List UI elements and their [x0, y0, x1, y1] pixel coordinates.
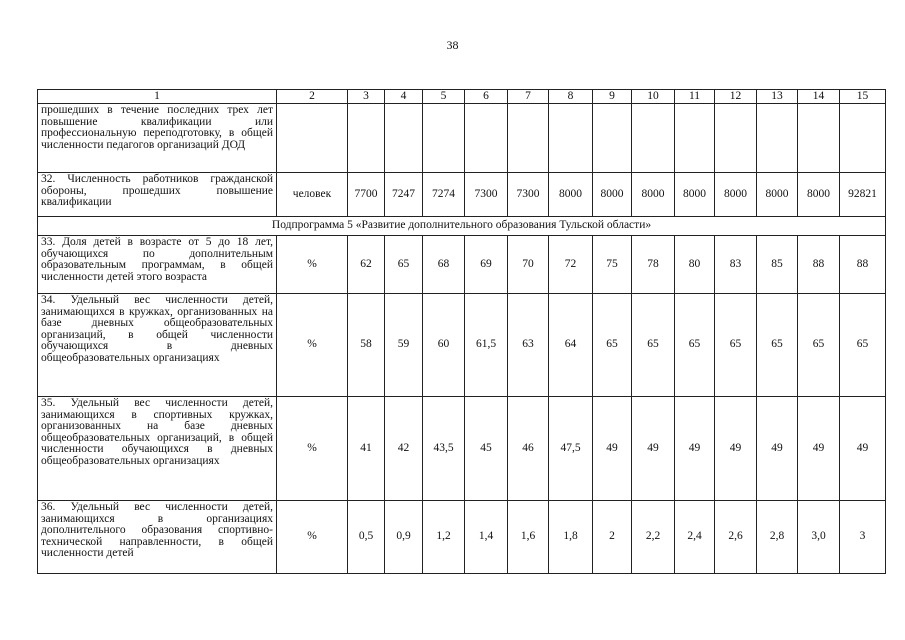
value-cell: 78	[632, 236, 675, 294]
value-cell: 8000	[715, 173, 757, 217]
header-cell: 1	[38, 90, 277, 104]
value-cell: 8000	[798, 173, 840, 217]
value-cell: 47,5	[549, 397, 593, 501]
table-row	[38, 397, 886, 501]
value-cell: 7247	[385, 173, 423, 217]
unit-cell	[277, 104, 348, 173]
subprogram-title: Подпрограмма 5 «Развитие дополнительного образования Тульской области»	[38, 217, 886, 236]
value-cell: 41	[348, 397, 385, 501]
value-cell: 69	[465, 236, 508, 294]
value-cell: 60	[423, 294, 465, 397]
value-cell: 49	[593, 397, 632, 501]
unit-cell: %	[277, 501, 348, 574]
value-cell: 49	[715, 397, 757, 501]
indicators-table	[37, 89, 886, 574]
value-cell: 49	[675, 397, 715, 501]
indicator-description: 35. Удельный вес численности детей, занимающихся в спортивных кружках, организованных на базе дневных общеобразовательных организаций, в общей численности обучающихся в дневных общеобразовательных организациях	[38, 397, 277, 501]
value-cell: 59	[385, 294, 423, 397]
value-cell: 65	[715, 294, 757, 397]
value-cell: 80	[675, 236, 715, 294]
value-cell: 75	[593, 236, 632, 294]
header-cell: 14	[798, 90, 840, 104]
table-row	[38, 236, 886, 294]
unit-cell: %	[277, 236, 348, 294]
header-cell: 10	[632, 90, 675, 104]
value-cell: 68	[423, 236, 465, 294]
value-cell	[549, 104, 593, 173]
value-cell	[423, 104, 465, 173]
table-row	[38, 104, 886, 173]
value-cell: 49	[632, 397, 675, 501]
value-cell: 1,8	[549, 501, 593, 574]
value-cell: 46	[508, 397, 549, 501]
header-row	[38, 90, 886, 104]
value-cell	[757, 104, 798, 173]
value-cell	[632, 104, 675, 173]
value-cell: 62	[348, 236, 385, 294]
value-cell: 58	[348, 294, 385, 397]
value-cell: 61,5	[465, 294, 508, 397]
value-cell: 49	[757, 397, 798, 501]
value-cell: 8000	[757, 173, 798, 217]
header-cell: 8	[549, 90, 593, 104]
value-cell: 7300	[508, 173, 549, 217]
value-cell	[508, 104, 549, 173]
value-cell: 70	[508, 236, 549, 294]
header-cell: 7	[508, 90, 549, 104]
value-cell	[348, 104, 385, 173]
header-cell: 12	[715, 90, 757, 104]
table-row	[38, 173, 886, 217]
header-cell: 15	[840, 90, 886, 104]
header-cell: 2	[277, 90, 348, 104]
value-cell: 2	[593, 501, 632, 574]
header-cell: 9	[593, 90, 632, 104]
unit-cell: человек	[277, 173, 348, 217]
value-cell: 8000	[632, 173, 675, 217]
value-cell: 42	[385, 397, 423, 501]
indicator-description: 33. Доля детей в возрасте от 5 до 18 лет, обучающихся по дополнительным образовательным программам, в общей численности детей этого возраста	[38, 236, 277, 294]
value-cell: 49	[798, 397, 840, 501]
table-row	[38, 294, 886, 397]
header-cell: 5	[423, 90, 465, 104]
value-cell: 65	[593, 294, 632, 397]
value-cell: 49	[840, 397, 886, 501]
value-cell: 0,5	[348, 501, 385, 574]
value-cell: 8000	[549, 173, 593, 217]
value-cell: 1,2	[423, 501, 465, 574]
unit-cell: %	[277, 397, 348, 501]
indicator-description: 34. Удельный вес численности детей, занимающихся в кружках, организованных на базе дневных общеобразовательных организаций, в общей численности обучающихся в дневных общеобразовательных организациях	[38, 294, 277, 397]
value-cell: 65	[840, 294, 886, 397]
value-cell	[385, 104, 423, 173]
value-cell: 2,4	[675, 501, 715, 574]
value-cell: 64	[549, 294, 593, 397]
value-cell: 2,8	[757, 501, 798, 574]
value-cell: 43,5	[423, 397, 465, 501]
header-cell: 13	[757, 90, 798, 104]
value-cell: 2,6	[715, 501, 757, 574]
value-cell: 45	[465, 397, 508, 501]
value-cell: 8000	[675, 173, 715, 217]
value-cell: 7274	[423, 173, 465, 217]
value-cell: 63	[508, 294, 549, 397]
value-cell	[465, 104, 508, 173]
value-cell: 1,6	[508, 501, 549, 574]
page-number: 38	[446, 38, 459, 52]
value-cell	[840, 104, 886, 173]
value-cell: 3	[840, 501, 886, 574]
unit-cell: %	[277, 294, 348, 397]
value-cell: 72	[549, 236, 593, 294]
value-cell: 2,2	[632, 501, 675, 574]
value-cell: 88	[840, 236, 886, 294]
value-cell: 65	[757, 294, 798, 397]
value-cell	[715, 104, 757, 173]
value-cell: 1,4	[465, 501, 508, 574]
indicator-description: 36. Удельный вес численности детей, занимающихся в организациях дополнительного образования спортивно-технической направленности, в общей численности детей	[38, 501, 277, 574]
value-cell: 7700	[348, 173, 385, 217]
header-cell: 4	[385, 90, 423, 104]
header-cell: 6	[465, 90, 508, 104]
value-cell: 85	[757, 236, 798, 294]
subprogram-row	[38, 217, 886, 236]
value-cell: 0,9	[385, 501, 423, 574]
value-cell: 88	[798, 236, 840, 294]
value-cell: 65	[675, 294, 715, 397]
value-cell: 92821	[840, 173, 886, 217]
value-cell	[675, 104, 715, 173]
table-row	[38, 501, 886, 574]
value-cell: 8000	[593, 173, 632, 217]
value-cell	[593, 104, 632, 173]
value-cell: 65	[632, 294, 675, 397]
indicator-description: 32. Численность работников гражданской обороны, прошедших повышение квалификации	[38, 173, 277, 217]
header-cell: 11	[675, 90, 715, 104]
value-cell: 83	[715, 236, 757, 294]
indicator-description: прошедших в течение последних трех лет повышение квалификации или профессиональную переподготовку, в общей численности педагогов организаций ДОД	[38, 104, 277, 173]
header-cell: 3	[348, 90, 385, 104]
value-cell	[798, 104, 840, 173]
value-cell: 65	[385, 236, 423, 294]
value-cell: 7300	[465, 173, 508, 217]
value-cell: 65	[798, 294, 840, 397]
value-cell: 3,0	[798, 501, 840, 574]
